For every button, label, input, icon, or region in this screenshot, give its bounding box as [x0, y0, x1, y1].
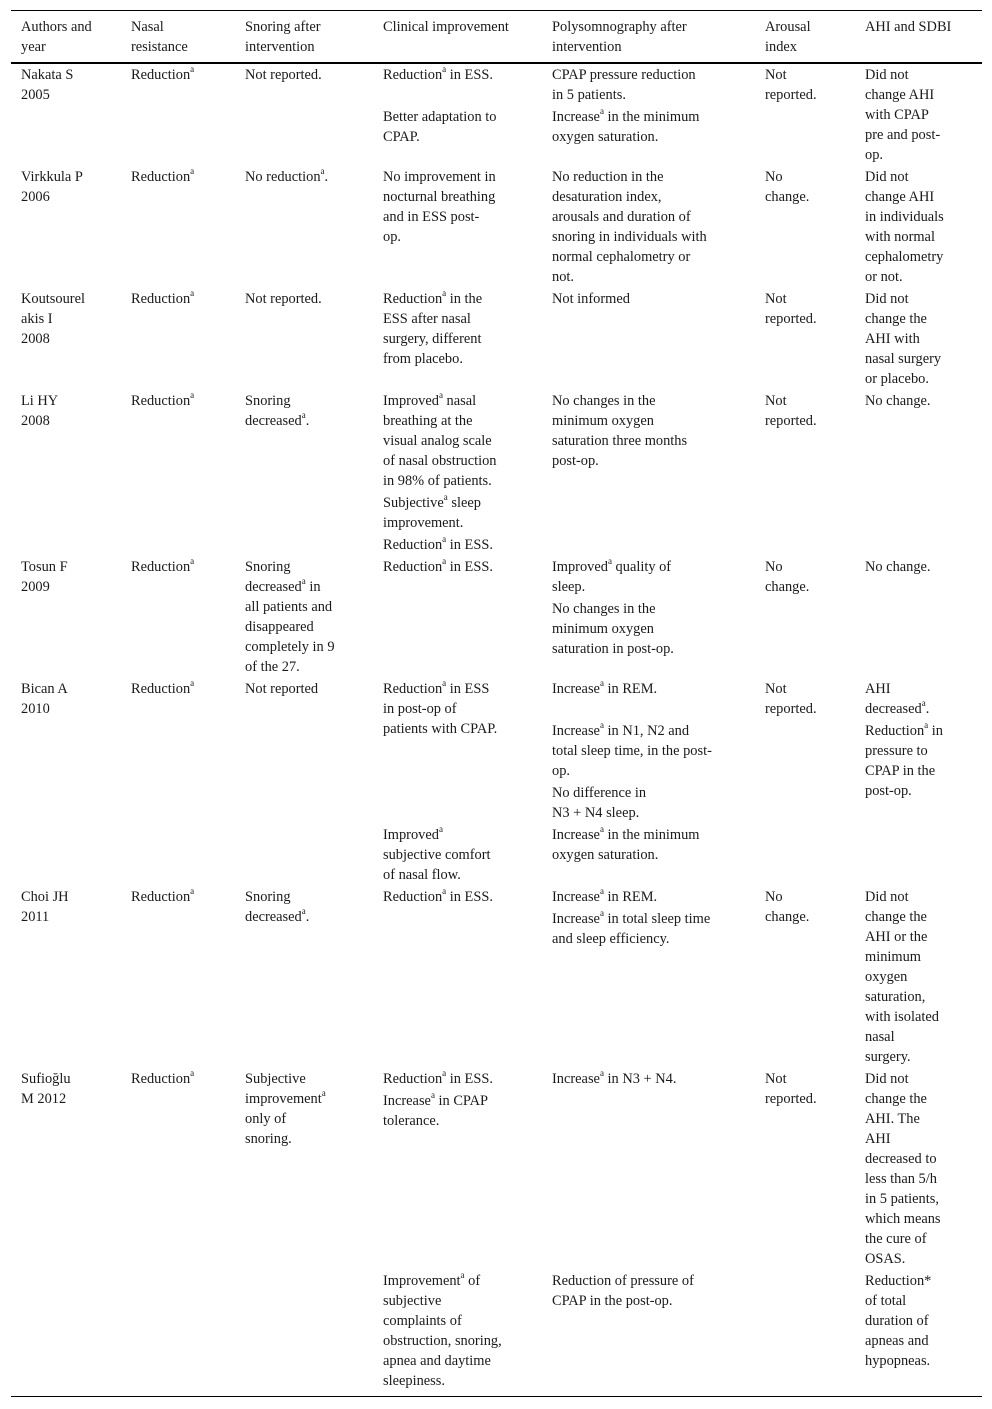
cell-line: change the	[865, 311, 927, 327]
table-row-7-psg-p1: Increase$^a$ in N3 + N4.	[552, 1068, 677, 1087]
cell-line: N3 + N4 sleep.	[552, 805, 640, 821]
header-polysomnography: Polysomnography after intervention	[552, 19, 687, 55]
cell-line: hypopneas.	[865, 1353, 931, 1369]
table-row-2-authors	[21, 289, 119, 349]
cell-line: and in ESS post-	[383, 209, 480, 225]
cell-line: Snoring	[245, 559, 291, 575]
cell-line: improvement$^a$	[245, 1088, 326, 1107]
table-row-5-clinical-p1	[383, 679, 543, 739]
table-row-6-snoring	[245, 887, 373, 927]
cell-line: surgery.	[865, 1049, 911, 1065]
cell-line: No difference in	[552, 785, 647, 801]
cell-line: apneas and	[865, 1333, 929, 1349]
table-row-6-resistance: Reduction$^a$	[131, 886, 195, 905]
table-row-1-clinical	[383, 167, 543, 247]
cell-line: Subjective$^a$ sleep	[383, 492, 481, 511]
table-row-5-psg-p2	[552, 721, 752, 781]
table-row-5-psg-p4	[552, 825, 752, 865]
cell-line: Reduction*	[865, 1273, 932, 1289]
cell-line: akis I	[21, 311, 53, 327]
table-row-4-clinical: Reduction$^a$ in ESS.	[383, 556, 493, 575]
table-top-rule	[11, 10, 982, 11]
cell-line: surgery, different	[383, 331, 482, 347]
cell-line: op.	[383, 229, 401, 245]
cell-line: Koutsourel	[21, 291, 85, 307]
cell-line: saturation,	[865, 989, 926, 1005]
table-row-3-resistance: Reduction$^a$	[131, 390, 195, 409]
table-row-6-psg-p2	[552, 909, 752, 949]
cell-line: in individuals	[865, 209, 944, 225]
table-row-7-clinical-p1: Reduction$^a$ in ESS.	[383, 1068, 493, 1087]
header-clinical-improvement: Clinical improvement	[383, 19, 509, 35]
cell-line: change AHI	[865, 189, 935, 205]
cell-line: snoring.	[245, 1131, 292, 1147]
cell-line: of total	[865, 1293, 907, 1309]
cell-line: oxygen saturation.	[552, 847, 659, 863]
table-row-4-psg-p2	[552, 599, 752, 659]
cell-line: AHI	[865, 681, 891, 697]
cell-line: tolerance.	[383, 1113, 440, 1129]
cell-line: minimum oxygen	[552, 621, 654, 637]
table-row-0-ahi	[865, 65, 975, 165]
cell-line: patients with CPAP.	[383, 721, 498, 737]
cell-line: decreased$^a$.	[245, 410, 310, 429]
cell-line: improvement.	[383, 515, 464, 531]
table-bottom-rule	[11, 1396, 982, 1397]
cell-line: Subjective	[245, 1071, 306, 1087]
table-row-6-ahi	[865, 887, 975, 1067]
cell-line: which means	[865, 1211, 941, 1227]
table-row-2-arousal: Not reported.	[765, 291, 817, 327]
table-row-2-resistance: Reduction$^a$	[131, 288, 195, 307]
table-row-1-arousal: No change.	[765, 169, 810, 205]
cell-line: Reduction of pressure of	[552, 1273, 694, 1289]
cell-line: Increase$^a$ in total sleep time	[552, 908, 711, 927]
table-row-7-clinical-p2	[383, 1091, 543, 1131]
cell-line: Improved$^a$ nasal	[383, 390, 477, 409]
cell-line: Increase$^a$ in CPAP	[383, 1090, 489, 1109]
cell-line: Increase$^a$ in N1, N2 and	[552, 720, 690, 739]
cell-line: minimum	[865, 949, 921, 965]
cell-line: subjective	[383, 1293, 442, 1309]
cell-line: duration of	[865, 1313, 929, 1329]
cell-line: No changes in the	[552, 393, 656, 409]
cell-line: decreased$^a$.	[865, 698, 930, 717]
table-row-1-psg	[552, 167, 752, 287]
cell-line: change the	[865, 1091, 927, 1107]
table-row-7-ahi-p2	[865, 1271, 975, 1371]
cell-line: breathing at the	[383, 413, 473, 429]
table-row-5-snoring: Not reported	[245, 681, 319, 697]
cell-line: Reduction$^a$ in ESS	[383, 678, 490, 697]
table-row-6-authors: Choi JH 2011	[21, 889, 69, 925]
table-row-3-psg	[552, 391, 752, 471]
table-row-5-authors: Bican A 2010	[21, 681, 68, 717]
table-row-5-ahi-p2	[865, 721, 975, 801]
cell-line: total sleep time, in the post-	[552, 743, 712, 759]
cell-line: from placebo.	[383, 351, 463, 367]
cell-line: Did not	[865, 169, 909, 185]
cell-line: Increase$^a$ in the minimum	[552, 824, 700, 843]
table-row-3-ahi: No change.	[865, 393, 931, 409]
table-row-6-arousal: No change.	[765, 889, 810, 925]
cell-line: Did not	[865, 1071, 909, 1087]
cell-line: decreased to	[865, 1151, 937, 1167]
cell-line: ESS after nasal	[383, 311, 471, 327]
cell-line: only of	[245, 1111, 287, 1127]
header-nasal-resistance: Nasal resistance	[131, 19, 188, 55]
cell-line: pre and post-	[865, 127, 941, 143]
table-row-7-ahi-p1	[865, 1069, 975, 1269]
table-row-0-arousal: Not reported.	[765, 67, 817, 103]
cell-line: or placebo.	[865, 371, 929, 387]
cell-line: 2008	[21, 331, 50, 347]
table-header-rule	[11, 62, 982, 64]
table-row-1-ahi	[865, 167, 975, 287]
cell-line: No improvement in	[383, 169, 496, 185]
table-row-4-resistance: Reduction$^a$	[131, 556, 195, 575]
cell-line: Improvement$^a$ of	[383, 1270, 481, 1289]
cell-line: Snoring	[245, 393, 291, 409]
cell-line: AHI	[865, 1131, 891, 1147]
cell-line: or not.	[865, 269, 903, 285]
table-row-3-clinical-p2	[383, 493, 543, 533]
cell-line: of nasal obstruction	[383, 453, 497, 469]
cell-line: cephalometry	[865, 249, 944, 265]
cell-line: pressure to	[865, 743, 928, 759]
cell-line: op.	[552, 763, 570, 779]
header-arousal-index: Arousal index	[765, 19, 811, 55]
cell-line: obstruction, snoring,	[383, 1333, 502, 1349]
cell-line: Did not	[865, 889, 909, 905]
cell-line: with isolated	[865, 1009, 939, 1025]
table-row-0-clinical-p1: Reduction$^a$ in ESS.	[383, 64, 493, 83]
cell-line: No changes in the	[552, 601, 656, 617]
table-row-2-snoring: Not reported.	[245, 291, 322, 307]
table-row-5-psg-p1: Increase$^a$ in REM.	[552, 678, 658, 697]
table-row-2-clinical	[383, 289, 543, 369]
cell-line: op.	[865, 147, 883, 163]
cell-line: Did not	[865, 291, 909, 307]
table-row-5-psg-p3	[552, 783, 752, 823]
cell-line: CPAP in the	[865, 763, 936, 779]
cell-line: sleep.	[552, 579, 586, 595]
cell-line: in post-op of	[383, 701, 457, 717]
table-row-5-clinical-p2	[383, 825, 543, 885]
cell-line: snoring in individuals with	[552, 229, 707, 245]
table-row-0-clinical-p2: Better adaptation to CPAP.	[383, 109, 497, 145]
cell-line: minimum oxygen	[552, 413, 654, 429]
cell-line: post-op.	[552, 453, 599, 469]
cell-line: Reduction$^a$ in the	[383, 288, 483, 307]
cell-line: and sleep efficiency.	[552, 931, 670, 947]
table-row-4-ahi: No change.	[865, 559, 931, 575]
cell-line: subjective comfort	[383, 847, 491, 863]
cell-line: AHI with	[865, 331, 920, 347]
table-row-0-psg-p2: Increase$^a$ in the minimum oxygen saturation.	[552, 106, 700, 145]
cell-line: completely in 9	[245, 639, 335, 655]
cell-line: Snoring	[245, 889, 291, 905]
table-row-7-psg-p2	[552, 1271, 752, 1311]
cell-line: complaints of	[383, 1313, 462, 1329]
table-row-4-arousal: No change.	[765, 559, 810, 595]
cell-line: post-op.	[865, 783, 912, 799]
table-row-7-resistance: Reduction$^a$	[131, 1068, 195, 1087]
cell-line: nasal	[865, 1029, 895, 1045]
table-row-4-snoring	[245, 557, 373, 677]
cell-line: desaturation index,	[552, 189, 662, 205]
table-row-5-ahi-p1	[865, 679, 975, 719]
cell-line: saturation in post-op.	[552, 641, 674, 657]
cell-line: saturation three months	[552, 433, 688, 449]
header-ahi-sdbi: AHI and SDBI	[865, 19, 952, 35]
cell-line: all patients and	[245, 599, 333, 615]
table-row-2-ahi	[865, 289, 975, 389]
cell-line: CPAP in the post-op.	[552, 1293, 673, 1309]
cell-line: No reduction in the	[552, 169, 664, 185]
table-row-7-authors: Sufioğlu M 2012	[21, 1071, 71, 1107]
cell-line: AHI. The	[865, 1111, 920, 1127]
table-row-4-authors: Tosun F 2009	[21, 559, 68, 595]
cell-line: less than 5/h	[865, 1171, 937, 1187]
table-row-0-authors: Nakata S 2005	[21, 67, 74, 103]
cell-line: of the 27.	[245, 659, 300, 675]
table-row-5-resistance: Reduction$^a$	[131, 678, 195, 697]
cell-line: Improved$^a$ quality of	[552, 556, 672, 575]
cell-line: OSAS.	[865, 1251, 906, 1267]
cell-line: sleepiness.	[383, 1373, 445, 1389]
cell-line: arousals and duration of	[552, 209, 691, 225]
cell-line: change AHI	[865, 87, 935, 103]
table-row-5-arousal: Not reported.	[765, 681, 817, 717]
table-row-3-clinical-p3: Reduction$^a$ in ESS.	[383, 534, 493, 553]
cell-line: visual analog scale	[383, 433, 492, 449]
table-row-1-authors: Virkkula P 2006	[21, 169, 83, 205]
cell-line: decreased$^a$.	[245, 906, 310, 925]
table-row-0-psg-p1: CPAP pressure reduction in 5 patients.	[552, 67, 696, 103]
cell-line: with CPAP	[865, 107, 929, 123]
cell-line: disappeared	[245, 619, 314, 635]
cell-line: apnea and daytime	[383, 1353, 491, 1369]
cell-line: change the	[865, 909, 927, 925]
results-table	[11, 10, 982, 1397]
header-authors: Authors and year	[21, 19, 92, 55]
cell-line: nocturnal breathing	[383, 189, 496, 205]
table-row-2-psg: Not informed	[552, 291, 630, 307]
table-row-3-clinical-p1	[383, 391, 543, 491]
cell-line: normal cephalometry or	[552, 249, 691, 265]
table-row-6-psg-p1: Increase$^a$ in REM.	[552, 886, 658, 905]
header-snoring: Snoring after intervention	[245, 19, 321, 55]
cell-line: Improved$^a$	[383, 824, 443, 843]
table-row-0-snoring: Not reported.	[245, 67, 322, 83]
table-row-1-resistance: Reduction$^a$	[131, 166, 195, 185]
table-row-3-arousal: Not reported.	[765, 393, 817, 429]
cell-line: in 98% of patients.	[383, 473, 492, 489]
cell-line: oxygen	[865, 969, 908, 985]
table-row-3-snoring	[245, 391, 373, 431]
cell-line: Did not	[865, 67, 909, 83]
cell-line: in 5 patients,	[865, 1191, 939, 1207]
cell-line: with normal	[865, 229, 935, 245]
table-row-6-clinical: Reduction$^a$ in ESS.	[383, 886, 493, 905]
table-row-7-snoring	[245, 1069, 373, 1149]
cell-line: AHI or the	[865, 929, 928, 945]
cell-line: not.	[552, 269, 574, 285]
table-row-0-resistance: Reduction$^a$	[131, 64, 195, 83]
table-row-7-arousal: Not reported.	[765, 1071, 817, 1107]
table-row-4-psg-p1	[552, 557, 752, 597]
table-row-7-clinical-p3	[383, 1271, 543, 1391]
cell-line: of nasal flow.	[383, 867, 461, 883]
table-row-3-authors: Li HY 2008	[21, 393, 59, 429]
cell-line: nasal surgery	[865, 351, 942, 367]
cell-line: Reduction$^a$ in	[865, 720, 943, 739]
cell-line: the cure of	[865, 1231, 927, 1247]
table-row-1-snoring: No reduction$^a$.	[245, 166, 329, 185]
cell-line: decreased$^a$ in	[245, 576, 321, 595]
